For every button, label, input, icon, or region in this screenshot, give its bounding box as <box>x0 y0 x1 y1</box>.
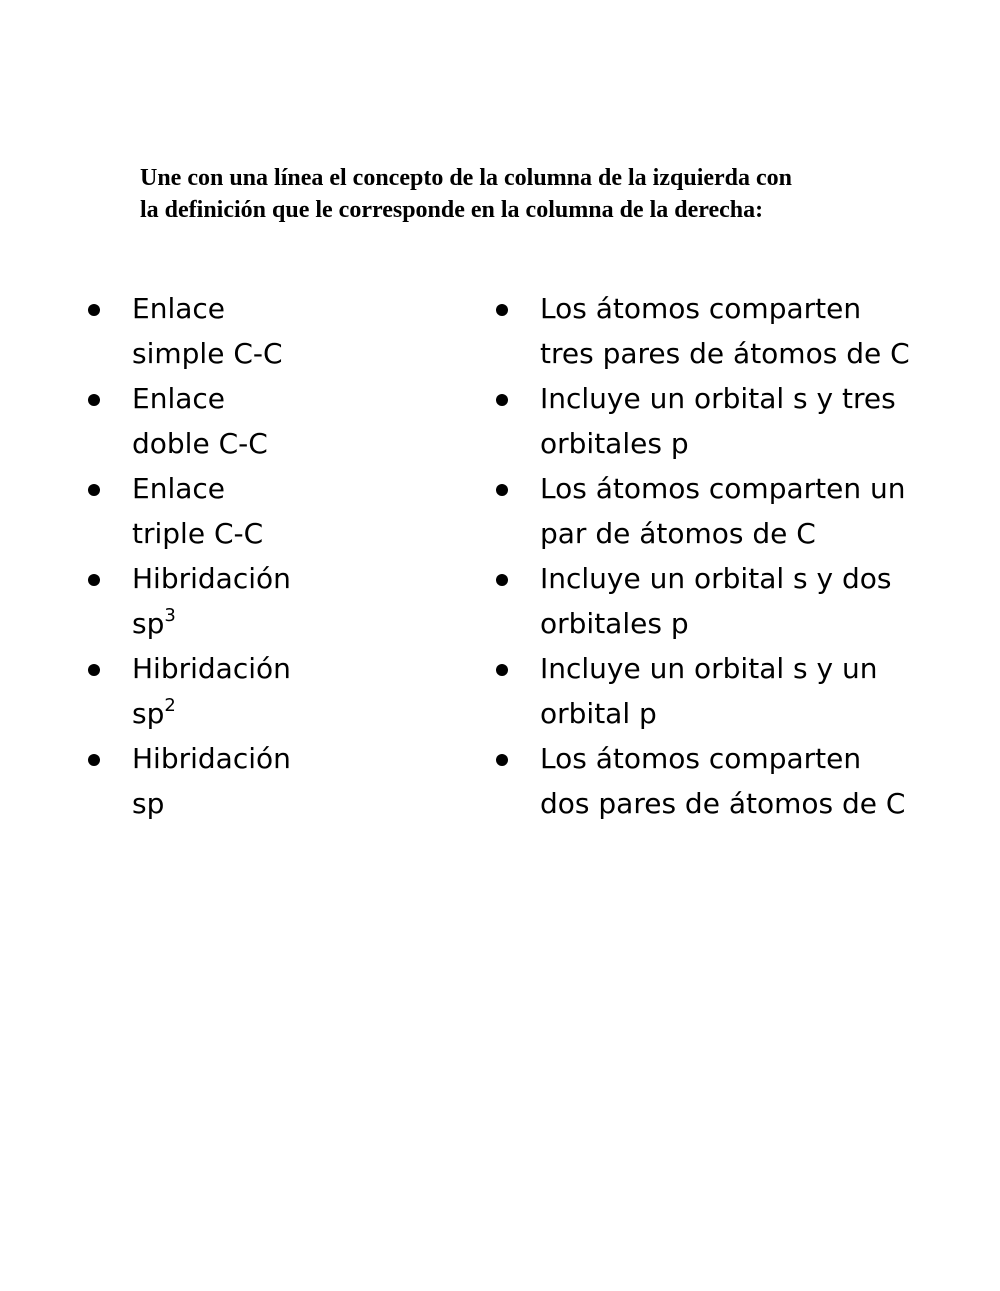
definition-line-1: Los átomos comparten <box>540 742 862 775</box>
bullet-icon <box>88 394 100 406</box>
definition-line-2: orbitales p <box>540 607 689 640</box>
definition-line-2: dos pares de átomos de C <box>540 787 906 820</box>
concept-line-1: Enlace <box>132 472 225 505</box>
definition-item <box>492 376 992 466</box>
definition-line-2: tres pares de átomos de C <box>540 337 910 370</box>
bullet-icon <box>88 664 100 676</box>
definition-line-1: Incluye un orbital s y un <box>540 652 878 685</box>
concept-line-2: doble C-C <box>132 427 268 460</box>
concept-superscript: 3 <box>164 605 176 626</box>
concepts-list <box>84 286 384 826</box>
definition-line-1: Los átomos comparten un <box>540 472 906 505</box>
concept-line-2: triple C-C <box>132 517 264 550</box>
instructions-line-2: la definición que le corresponde en la columna de la derecha: <box>140 197 764 223</box>
bullet-icon <box>88 304 100 316</box>
definition-item <box>492 286 992 376</box>
bullet-icon <box>88 754 100 766</box>
concept-line-2 <box>132 601 384 646</box>
definition-line-2: orbitales p <box>540 427 689 460</box>
concept-line-1: Hibridación <box>132 562 291 595</box>
bullet-icon <box>496 394 508 406</box>
concept-base: sp <box>132 697 165 730</box>
definition-item <box>492 646 992 736</box>
concept-line-2 <box>132 691 384 736</box>
bullet-icon <box>496 304 508 316</box>
bullet-icon <box>496 484 508 496</box>
bullet-icon <box>496 574 508 586</box>
definition-item <box>492 556 992 646</box>
concept-base: sp <box>132 607 165 640</box>
definition-line-1: Incluye un orbital s y tres <box>540 382 896 415</box>
concept-line-1: Hibridación <box>132 652 291 685</box>
concept-item <box>84 466 384 556</box>
concept-line-1: Enlace <box>132 382 225 415</box>
bullet-icon <box>496 664 508 676</box>
concept-item <box>84 646 384 736</box>
concept-line-1: Enlace <box>132 292 225 325</box>
concept-superscript: 2 <box>164 695 176 716</box>
definition-line-2: par de átomos de C <box>540 517 816 550</box>
concept-line-2: sp <box>132 787 165 820</box>
concept-line-1: Hibridación <box>132 742 291 775</box>
concept-item <box>84 736 384 826</box>
concept-item <box>84 556 384 646</box>
instructions-line-1: Une con una línea el concepto de la columna de la izquierda con <box>140 165 793 191</box>
definition-item <box>492 736 992 826</box>
bullet-icon <box>88 574 100 586</box>
concept-item <box>84 376 384 466</box>
definition-item <box>492 466 992 556</box>
bullet-icon <box>88 484 100 496</box>
definition-line-1: Incluye un orbital s y dos <box>540 562 892 595</box>
definitions-list <box>492 286 992 826</box>
concept-item <box>84 286 384 376</box>
bullet-icon <box>496 754 508 766</box>
instructions-text <box>140 162 880 226</box>
definition-line-1: Los átomos comparten <box>540 292 862 325</box>
concept-line-2: simple C-C <box>132 337 283 370</box>
definition-line-2: orbital p <box>540 697 657 730</box>
